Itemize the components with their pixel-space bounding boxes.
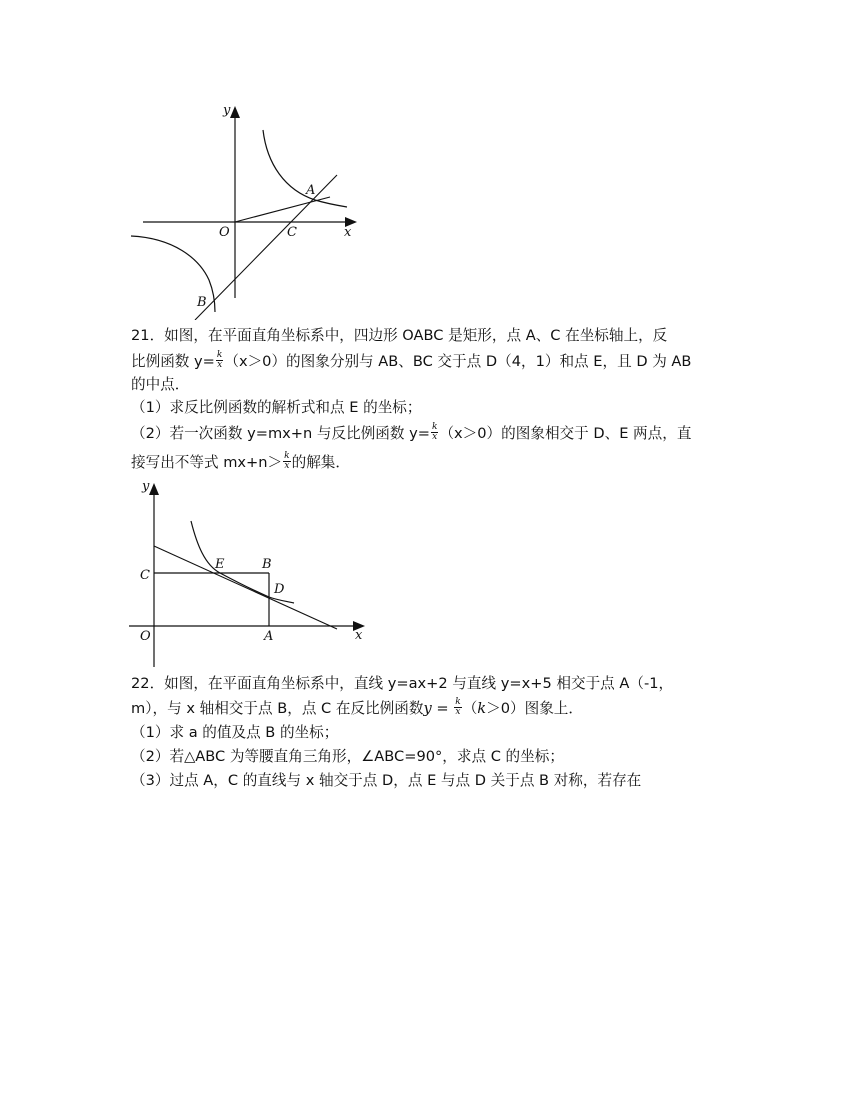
q22-sub-2-text: （2）若△ABC 为等腰直角三角形，∠ABC=90°，求点 C 的坐标；	[131, 748, 564, 765]
label-O: O	[140, 629, 151, 644]
label-x: x	[355, 628, 363, 643]
q21-line-3	[131, 374, 189, 396]
q22-sub-3-text: （3）过点 A，C 的直线与 x 轴交于点 D，点 E 与点 D 关于点 B 对称，若存在	[131, 772, 642, 789]
q22-line-1	[131, 673, 673, 695]
q21-sub-2c: 接写出不等式 mx+n＞	[131, 454, 283, 471]
label-D: D	[274, 582, 285, 597]
q21-sub-2-cont	[131, 452, 350, 474]
label-y: y	[223, 103, 231, 118]
figure-1	[125, 98, 365, 320]
label-y: y	[142, 479, 150, 494]
q22-sub-3	[131, 770, 641, 792]
label-C: C	[140, 568, 150, 583]
fraction-k-over-x: $\frac{k}{x}$	[431, 421, 438, 442]
q22-text-2c: ＞0）图象上．	[486, 700, 583, 717]
q21-text-2b: （x＞0）的图象分别与 AB、BC 交于点 D（4，1）和点 E，且 D 为 AB	[224, 353, 692, 370]
q21-sub-2b: （x＞0）的图象相交于 D、E 两点，直	[439, 425, 692, 442]
q21-sub-1	[131, 397, 421, 419]
figure-2-graph	[125, 475, 370, 670]
q22-line-2	[131, 698, 583, 720]
label-O: O	[219, 225, 230, 240]
math-eq: =	[431, 700, 454, 717]
q22-text-1: 22．如图，在平面直角坐标系中，直线 y=ax+2 与直线 y=x+5 相交于点 A（-1，	[131, 675, 674, 692]
q21-text-2a: 比例函数 y=	[131, 353, 215, 370]
label-A: A	[306, 183, 316, 198]
figure-1-graph	[125, 98, 365, 320]
label-B: B	[262, 557, 272, 572]
label-A: A	[264, 629, 274, 644]
label-C: C	[287, 225, 297, 240]
line-BCA	[195, 175, 337, 320]
q21-sub-2a: （2）若一次函数 y=mx+n 与反比例函数 y=	[131, 425, 430, 442]
line-DE	[154, 546, 337, 629]
fraction-k-over-x: $\frac{k}{x}$	[455, 696, 461, 717]
label-B: B	[197, 295, 207, 310]
q21-sub-2	[131, 423, 691, 445]
q21-sub-1-text: （1）求反比例函数的解析式和点 E 的坐标；	[131, 399, 422, 416]
q21-line-1	[131, 325, 667, 347]
q22-text-2a: m），与 x 轴相交于点 B，点 C 在反比例函数	[131, 700, 424, 717]
fraction-k-over-x: $\frac{k}{x}$	[216, 349, 223, 370]
label-x: x	[344, 225, 352, 240]
q21-text-1: 21．如图，在平面直角坐标系中，四边形 OABC 是矩形，点 A、C 在坐标轴上，反	[131, 327, 668, 344]
math-k: k	[477, 700, 487, 717]
figure-2	[125, 475, 370, 670]
y-axis-arrow	[149, 483, 159, 495]
q22-sub-1-text: （1）求 a 的值及点 B 的坐标；	[131, 724, 339, 741]
math-y: y	[423, 700, 432, 717]
q22-text-2b: （	[462, 700, 478, 717]
q21-text-3: 的中点．	[131, 376, 190, 393]
hyperbola-branch-upper	[263, 130, 347, 207]
q21-line-2	[131, 351, 691, 373]
segment-OA	[235, 197, 330, 222]
q21-sub-2d: 的解集．	[291, 454, 350, 471]
q22-sub-1	[131, 722, 338, 744]
q22-sub-2	[131, 746, 564, 768]
y-axis-arrow	[230, 106, 240, 118]
label-E: E	[215, 557, 225, 572]
fraction-k-over-x: $\frac{k}{x}$	[284, 450, 290, 471]
